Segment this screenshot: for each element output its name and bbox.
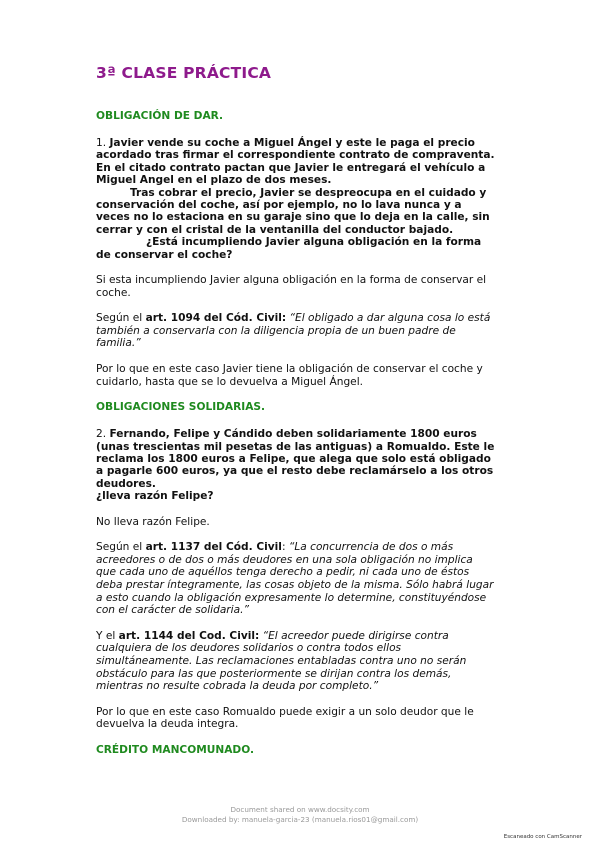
footer-shared-note: Document shared on www.docsity.com xyxy=(230,805,370,814)
answer-paragraph: Si esta incumpliendo Javier alguna obligación en la forma de conservar el coche. xyxy=(96,274,487,299)
question-1 xyxy=(96,137,496,261)
page-title: 3ª CLASE PRÁCTICA xyxy=(96,64,272,82)
legal-citation: Según el art. 1137 del Cód. Civil: “La concurrencia de dos o más acreedores o de dos o más deudores en una sola obligación no implica que cada uno de aquéllos tenga derecho a pedir, ni cada uno de éstos deba prestar íntegramente, las cosas objeto de la misma. Sólo habrá lugar a esto cuando la obligación expresamente lo determine, constituyéndose con el carácter de solidaria.” xyxy=(96,541,494,617)
question-text-2: Tras cobrar el precio, Javier se despreocupa en el cuidado y conservación del coche, así por ejemplo, no lo lava nunca y a veces no lo estaciona en su garaje sino que lo deja en la calle, sin cerrar y con el cristal de la ventanilla del conductor bajado. xyxy=(96,186,490,236)
article-ref: art. 1144 del Cod. Civil: xyxy=(118,629,260,642)
legal-citation: Y el art. 1144 del Cod. Civil: “El acreedor puede dirigirse contra cualquiera de los deudores solidarios o contra todos ellos simultáneamente. Las reclamaciones entabladas contra uno no serán obstáculo para las que posteriormente se dirijan contra los demás, mientras no resulte cobrada la deuda por completo.” xyxy=(96,629,467,693)
document-page xyxy=(96,64,496,771)
conclusion-paragraph: Por lo que en este caso Romualdo puede exigir a un solo deudor que le devuelva la deuda integra. xyxy=(96,705,474,731)
article-quote: “La concurrencia de dos o más acreedores o de dos o más deudores en una sola obligación no implica que cada uno de aquéllos tenga derecho a pedir, ni cada uno de éstos deba prestar íntegramente, las cosas objeto de la misma. Sólo habrá lugar a esto cuando la obligación expresamente lo determine, constituyéndose con el carácter de solidaria.” xyxy=(96,541,494,617)
question-number: 1. xyxy=(96,137,107,149)
article-ref: art. 1094 del Cód. Civil: xyxy=(145,312,287,325)
scanner-watermark: Escaneado con CamScanner xyxy=(503,834,582,840)
question-text-1: Fernando, Felipe y Cándido deben solidariamente 1800 euros (unas trescientas mil pesetas de las antiguas) a Romualdo. Este le reclama los 1800 euros a Felipe, que alega que solo está obligado a pagarle 600 euros, ya que el resto debe reclamárselo a los otros deudores. xyxy=(96,428,495,490)
question-2 xyxy=(96,428,496,502)
article-quote: “El acreedor puede dirigirse contra cualquiera de los deudores solidarios o contra todos ellos simultáneamente. Las reclamaciones entabladas contra uno no serán obstáculo para las que posteriormente se dirijan contra los demás, mientras no resulte cobrada la deuda por completo.” xyxy=(96,629,467,693)
conclusion-paragraph: Por lo que en este caso Javier tiene la obligación de conservar el coche y cuidarlo, hasta que se lo devuelva a Miguel Ángel. xyxy=(96,363,483,388)
legal-citation: Según el art. 1094 del Cód. Civil: “El obligado a dar alguna cosa lo está también a conservarla con la diligencia propia de un buen padre de familia.” xyxy=(96,312,491,350)
answer-paragraph: No lleva razón Felipe. xyxy=(96,515,210,528)
question-number: 2. xyxy=(96,428,107,441)
section-heading-credito-mancomunado: CRÉDITO MANCOMUNADO. xyxy=(96,743,255,756)
question-text-3: ¿Está incumpliendo Javier alguna obligación en la forma de conservar el coche? xyxy=(96,236,482,261)
question-text-2: ¿lleva razón Felipe? xyxy=(96,490,214,503)
section-heading-obligaciones-solidarias: OBLIGACIONES SOLIDARIAS. xyxy=(96,401,266,414)
section-heading-obligacion-de-dar: OBLIGACIÓN DE DAR. xyxy=(96,110,224,122)
article-ref: art. 1137 del Cód. Civil xyxy=(145,541,282,554)
article-quote: “El obligado a dar alguna cosa lo está también a conservarla con la diligencia propia de un buen padre de familia.” xyxy=(96,312,491,350)
footer-download-note: Downloaded by: manuela-garcia-23 (manuela.rios01@gmail.com) xyxy=(181,815,419,824)
question-text-1: Javier vende su coche a Miguel Ángel y este le paga el precio acordado tras firmar el correspondiente contrato de compraventa. En el citado contrato pactan que Javier le entregará el vehículo a Miguel Angel en el plazo de dos meses. xyxy=(96,137,495,187)
